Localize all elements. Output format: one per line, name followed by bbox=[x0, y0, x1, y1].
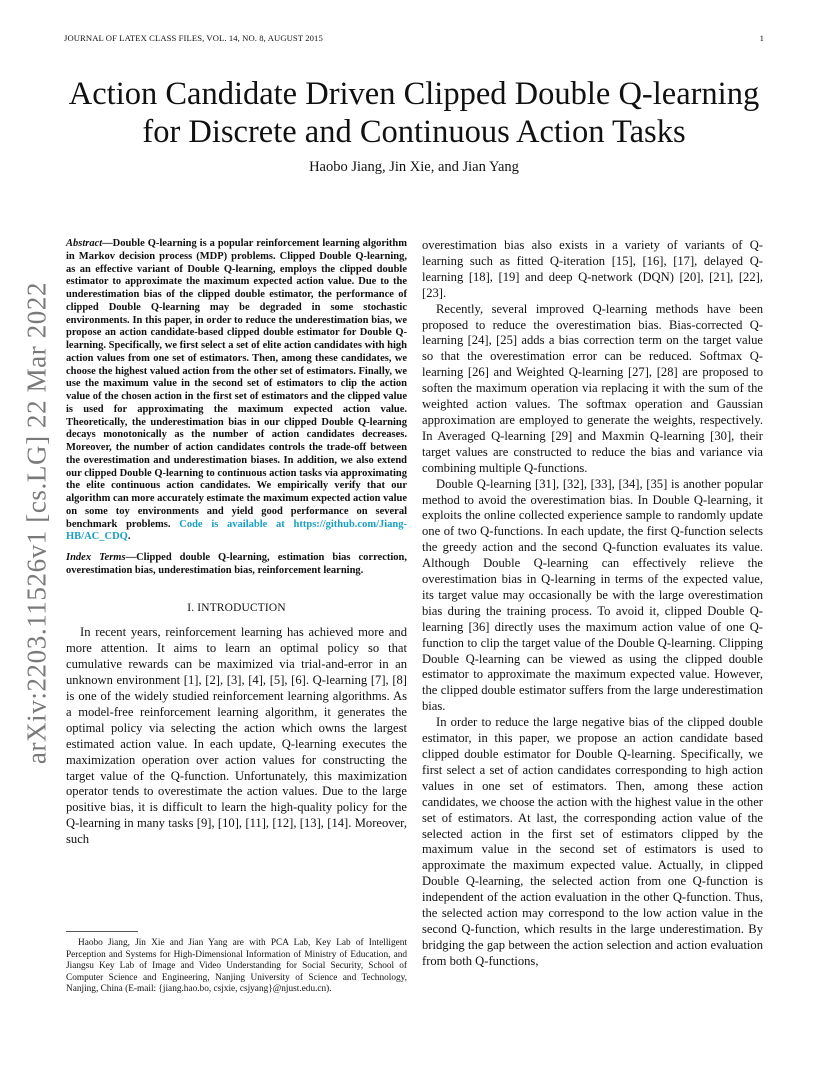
intro-paragraph-1: In recent years, reinforcement learning has achieved more and more attention. It aims to learn an optimal policy so that cumulative rewards can be maximized via trial-and-error in an unknown environment [1], [2], [3], [4], [5], [6]. Q-learning [7], [8] is one of the widely studied reinforcement learning algorithms. As a model-free reinforcement learning algorithm, it generates the optimal policy via selecting the action which owns the largest estimated action value. In each update, Q-learning executes the maximization operation over action values for constructing the target value of the Q-function. Unfortunately, this maximization operator tends to overestimate the action values. Due to the large positive bias, it is difficult to learn the high-quality policy for the Q-learning in many tasks [9], [10], [11], [12], [13], [14]. Moreover, such bbox=[66, 625, 407, 847]
author-affiliation-footnote: Haobo Jiang, Jin Xie and Jian Yang are with PCA Lab, Key Lab of Intelligent Perception and Systems for High-Dimensional Information of Ministry of Education, and Jiangsu Key Lab of Image and Video Understanding for Social Security, School of Computer Science and Engineering, Nanjing University of Science and Technology, Nanjing, China (E-mail: {jiang.hao.bo, csjxie, csjyang}@njust.edu.cn). bbox=[66, 938, 407, 995]
footnote-rule bbox=[66, 931, 138, 932]
abstract-end: . bbox=[127, 531, 131, 543]
author-list: Haobo Jiang, Jin Xie, and Jian Yang bbox=[309, 159, 519, 175]
title-line-1: Action Candidate Driven Clipped Double Q-learning bbox=[68, 76, 760, 112]
journal-name: JOURNAL OF LATEX CLASS FILES, VOL. 14, NO. 8, AUGUST 2015 bbox=[64, 33, 323, 43]
abstract-lead: Abstract bbox=[66, 238, 103, 249]
index-terms-body: —Clipped double Q-learning, estimation bias correction, overestimation bias, underestimation bias, reinforcement learning. bbox=[66, 552, 407, 576]
right-column bbox=[422, 238, 763, 970]
abstract-body: —Double Q-learning is a popular reinforcement learning algorithm in Markov decision process (MDP) problems. Clipped Double Q-learning, as an effective variant of Double Q-learning, employs the clipped double estimator to approximate the maximum expected action value. Due to the underestimation bias of the clipped double estimator, the performance of clipped Double Q-learning may be degraded in some stochastic environments. In this paper, in order to reduce the underestimation bias, we propose an action candidate-based clipped double estimator for Double Q-learning. Specifically, we first select a set of elite action candidates with high action values from one set of estimators. Then, among these candidates, we choose the highest valued action from the other set of estimators. Finally, we use the maximum value in the second set of estimators to clip the action value of the chosen action in the first set of estimators and the clipped value is used for approximating the maximum expected action value. Theoretically, the underestimation bias in our clipped Double Q-learning decays monotonically as the number of action candidates decreases. Moreover, the number of action candidates controls the trade-off between the overestimation and underestimation biases. In addition, we also extend our clipped Double Q-learning to continuous action tasks via approximating the elite continuous action candidates. We empirically verify that our algorithm can more accurately estimate the maximum expected action value on some toy environments and yield good performance on several benchmark problems. bbox=[66, 238, 407, 530]
intro-paragraph-4: In order to reduce the large negative bias of the clipped double estimator, in this paper, we propose an action candidate based clipped double estimator for Double Q-learning. Specifically, we first select a set of action candidates corresponding to high action values in one set of estimators. Then, among these action candidates, we choose the action with the highest value in the other set of estimators. At last, the corresponding action value of the selected action in the first set of estimators clipped by the maximum value in the second set of estimators is used to approximate the maximum expected value. Actually, in clipped Double Q-learning, the selected action from one Q-function is independent of the action evaluation in the other Q-function. Thus, the selected action may correspond to the low action value in the second Q-function, which results in the large underestimation. By bridging the gap between the action selection and action evaluation from both Q-functions, bbox=[422, 715, 763, 968]
intro-paragraph-2: Recently, several improved Q-learning methods have been proposed to reduce the overestimation bias. Bias-corrected Q-learning [24], [25] adds a bias correction term on the target value so that the overestimation error can be reduced. Softmax Q-learning [26] and Weighted Q-learning [27], [28] are proposed to soften the maximum operation via replacing it with the sum of the weighted action values. The softmax operation and Gaussian approximation are employed to generate the weights, respectively. In Averaged Q-learning [29] and Maxmin Q-learning [30], their target values are constructed to reduce the bias and variance via combining multiple Q-functions. bbox=[422, 301, 763, 475]
title-line-2: for Discrete and Continuous Action Tasks bbox=[142, 114, 686, 150]
intro-paragraph-continued: overestimation bias also exists in a variety of variants of Q-learning such as fitted Q-iteration [15], [16], [17], delayed Q-learning [18], [19] and deep Q-network (DQN) [20], [21], [22], [23]. bbox=[422, 238, 763, 300]
arxiv-stamp-text: arXiv:2203.11526v1 [cs.LG] 22 Mar 2022 bbox=[21, 281, 51, 765]
page-number: 1 bbox=[759, 33, 764, 43]
code-link[interactable]: Code is available at https://github.com/Jiang-HB/AC_CDQ bbox=[66, 518, 407, 543]
paper-title bbox=[40, 75, 788, 151]
index-terms-lead: Index Terms bbox=[66, 552, 126, 563]
left-column bbox=[66, 238, 407, 848]
arxiv-stamp bbox=[14, 281, 59, 765]
abstract bbox=[66, 238, 407, 544]
intro-paragraph-3: Double Q-learning [31], [32], [33], [34], [35] is another popular method to avoid the overestimation bias. In Double Q-learning, it exploits the online collected experience sample to randomly update one of two Q-functions. In each update, the first Q-function selects the greedy action and the second Q-function evaluates its value. Although Double Q-learning can effectively relieve the overestimation bias in Q-learning in terms of the expected value, its target value may occasionally be with the large overestimation bias during the training process. To avoid it, clipped Double Q-learning [36] directly uses the maximum action value of one Q-function to clip the target value of the Double Q-learning. Clipping Double Q-learning can be viewed as using the clipped double estimator to approximate the maximum expected value. However, the clipped double estimator suffers from the large underestimation bias. bbox=[422, 476, 763, 714]
section-heading-introduction: I. INTRODUCTION bbox=[187, 601, 286, 614]
running-header bbox=[64, 33, 764, 43]
index-terms bbox=[66, 552, 407, 578]
